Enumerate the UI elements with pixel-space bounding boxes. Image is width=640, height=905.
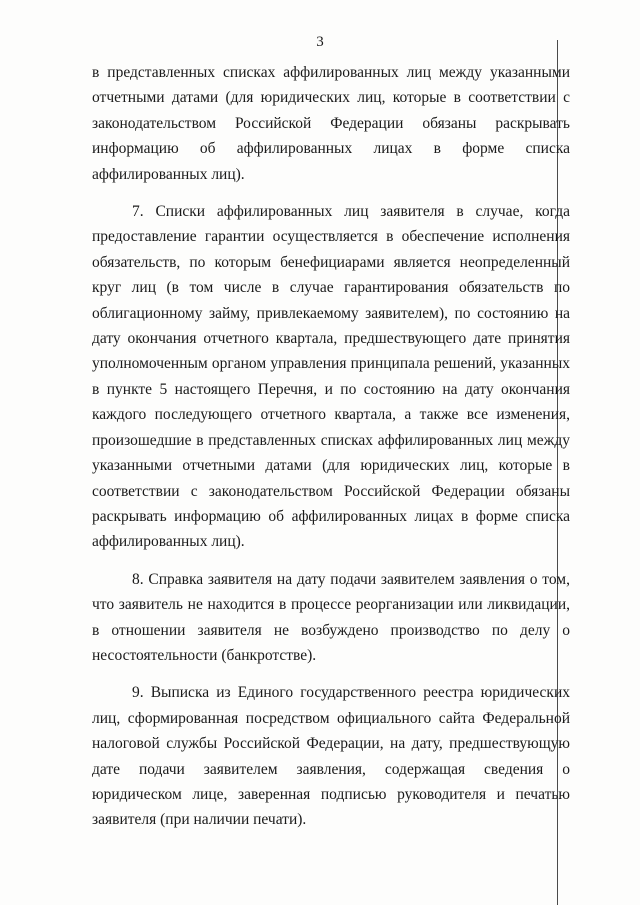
paragraph-item-9: 9. Выписка из Единого государственного реестра юридических лиц, сформированная посредством официального сайта Федеральной налоговой службы Российской Федерации, на дату, предшествующую дате подачи заявителем заявления, содержащая сведения о юридическом лице, заверенная подписью руководителя и печатью заявителя (при наличии печати). xyxy=(92,684,570,829)
paragraph-item-7: 7. Списки аффилированных лиц заявителя в случае, когда предоставление гарантии осуществляется в обеспечение исполнения обязательств, по которым бенефициарами является неопределенный круг лиц (в том числе в случае гарантирования обязательств по облигационному займу, привлекаемому заявителем), по состоянию на дату окончания отчетного квартала, предшествующего дате принятия уполномоченным органом управления принципала решений, указанных в пункте 5 настоящего Перечня, и по состоянию на дату окончания каждого последующего отчетного квартала, а также все изменения, произошедшие в представленных списках аффилированных лиц между указанными отчетными датами (для юридических лиц, которые в соответствии с законодательством Российской Федерации обязаны раскрывать информацию об аффилированных лицах в форме списка аффилированных лиц). xyxy=(92,203,570,551)
paragraph-continuation: в представленных списках аффилированных лиц между указанными отчетными датами (для юридических лиц, которые в соответствии с законодательством Российской Федерации обязаны раскрывать информацию об аффилированных лицах в форме списка аффилированных лиц). xyxy=(92,64,570,183)
page-number: 3 xyxy=(316,34,324,50)
paragraph-item-8: 8. Справка заявителя на дату подачи заявителем заявления о том, что заявитель не находится в процессе реорганизации или ликвидации, в отношении заявителя не возбуждено производство по делу о несостоятельности (банкротстве). xyxy=(92,570,570,664)
document-body xyxy=(92,60,570,845)
